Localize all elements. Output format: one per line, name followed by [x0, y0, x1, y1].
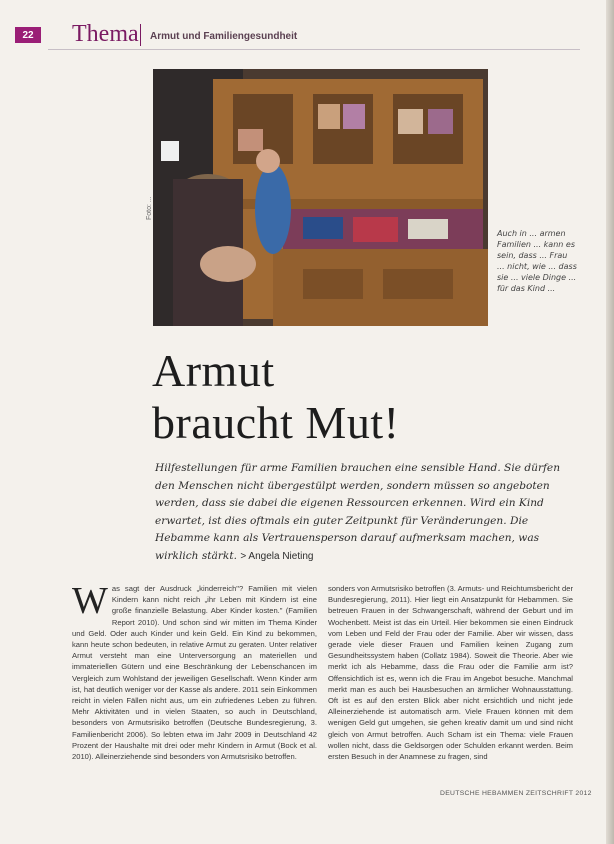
photo-caption: Auch in ... armen Familien ... kann es sein, dass ... Frau ... nicht, wie ... dass sie ... viele Dinge ... für das Kind ... — [497, 229, 577, 293]
lead-text: Hilfestellungen für arme Familien brauchen eine sensible Hand. Sie dürfen den Menschen nicht übergestülpt werden, sondern müssen so angeboten werden, dass sie dabei die eigenen Ressourcen erkennen. Wird ein Kind erwartet, ist dies oftmals ein guter Zeitpunkt für Veränderungen. Die Hebamme kann als Vertrauensperson darauf aufmerksam machen, was wirklich stärkt. — [155, 462, 561, 562]
lead-paragraph — [155, 460, 575, 565]
family-photo-illustration — [153, 69, 488, 326]
section-title: Thema — [72, 21, 139, 47]
body-column-right — [328, 583, 573, 762]
subsection-title: Armut und Familiengesundheit — [150, 31, 298, 42]
headline-line-1: Armut — [152, 345, 275, 396]
page-edge — [606, 0, 614, 844]
photo-credit: Foto: ... — [146, 196, 153, 220]
body-text-left: as sagt der Ausdruck „kinderreich"? Familien mit vielen Kindern kann nicht reich „ihr Leben mit Kindern ist eine große finanzielle Belastung. Aber Kinder kosten." (Familien Report 2010). Und schon sind wir mitten im Thema Kinder und Geld. Oder auch Kinder und kein Geld. Ein Kind zu bekommen, kann heute schon bedeuten, in relative Armut zu geraten. Unter relativer Armut versteht man eine Unterversorgung an materiellen und immateriellen Gütern und eine Beschränkung der Lebenschancen im Vergleich zum Wohlstand der jeweiligen Gesellschaft. Wenn Kinder arm ist, hat deutlich weniger vor der Kasse als andere. 2011 sein Einkommen reicht in vielen Fällen nicht aus, um ein zufriedenes Leben zu führen. Mehr Aktivitäten und in vielen Staaten, so auch in Deutschland, besonders von Armutsrisiko betroffen (Deutsche Bundesregierung, 3. Familienbericht 2006). So lebten etwa im Jahr 2009 in Deutschland 42 Prozent der Haushalte mit drei oder mehr Kindern in Armut (Bock et al. 2010). Alleinerziehende sind besonders von Armutsrisiko betroffen. — [72, 584, 317, 762]
header-divider — [140, 24, 141, 46]
page-number: 22 — [15, 27, 41, 43]
footer-publication: DEUTSCHE HEBAMMEN ZEITSCHRIFT 2012 — [440, 790, 592, 797]
headline-line-2: braucht Mut! — [152, 397, 400, 448]
headline — [152, 345, 399, 449]
drop-cap: W — [72, 580, 108, 622]
body-column-left — [72, 580, 317, 762]
family-photo — [153, 69, 488, 326]
author-byline: > Angela Nieting — [240, 550, 314, 562]
body-text-right: sonders von Armutsrisiko betroffen (3. Armuts- und Reichtumsbericht der Bundesregierung, 2011). Hier liegt ein Ansatzpunkt für Hebammen. Sie betreuen Frauen in der Schwangerschaft, während der Geburt und im Wochenbett. Meist ist das ein Urteil. Hier bekommen sie einen Eindruck vom Leben und Feld der Frau oder der Familie. Aber wir wissen, dass gerade viele dieser Frauen und Familien keinen Zugang zum Gesundheitssystem haben (Collatz 1984). Soweit die Theorie. Aber wie merkt ich als Hebamme, dass die Frau oder die Familie arm ist? Offensichtlich ist es, wenn ich die Frau im Angebot besuche. Manchmal merkt man es auch bei Hausbesuchen an ärmlicher Wohnausstattung. Oft ist es auf den ersten Blick aber nicht ersichtlich und nicht jede Alleinerziehende ist automatisch arm. Viele Frauen können mit dem wenigen Geld gut umgehen, sie gehen kreativ damit um und sind nicht gleich von Armut betroffen. Auch Scham ist ein Thema: viele Frauen wollen nicht, dass die Geldsorgen oder Schulden erkannt werden. Beim ersten Besuch in der Anamnese zu fragen, sind — [328, 584, 573, 762]
header-rule — [48, 49, 580, 50]
